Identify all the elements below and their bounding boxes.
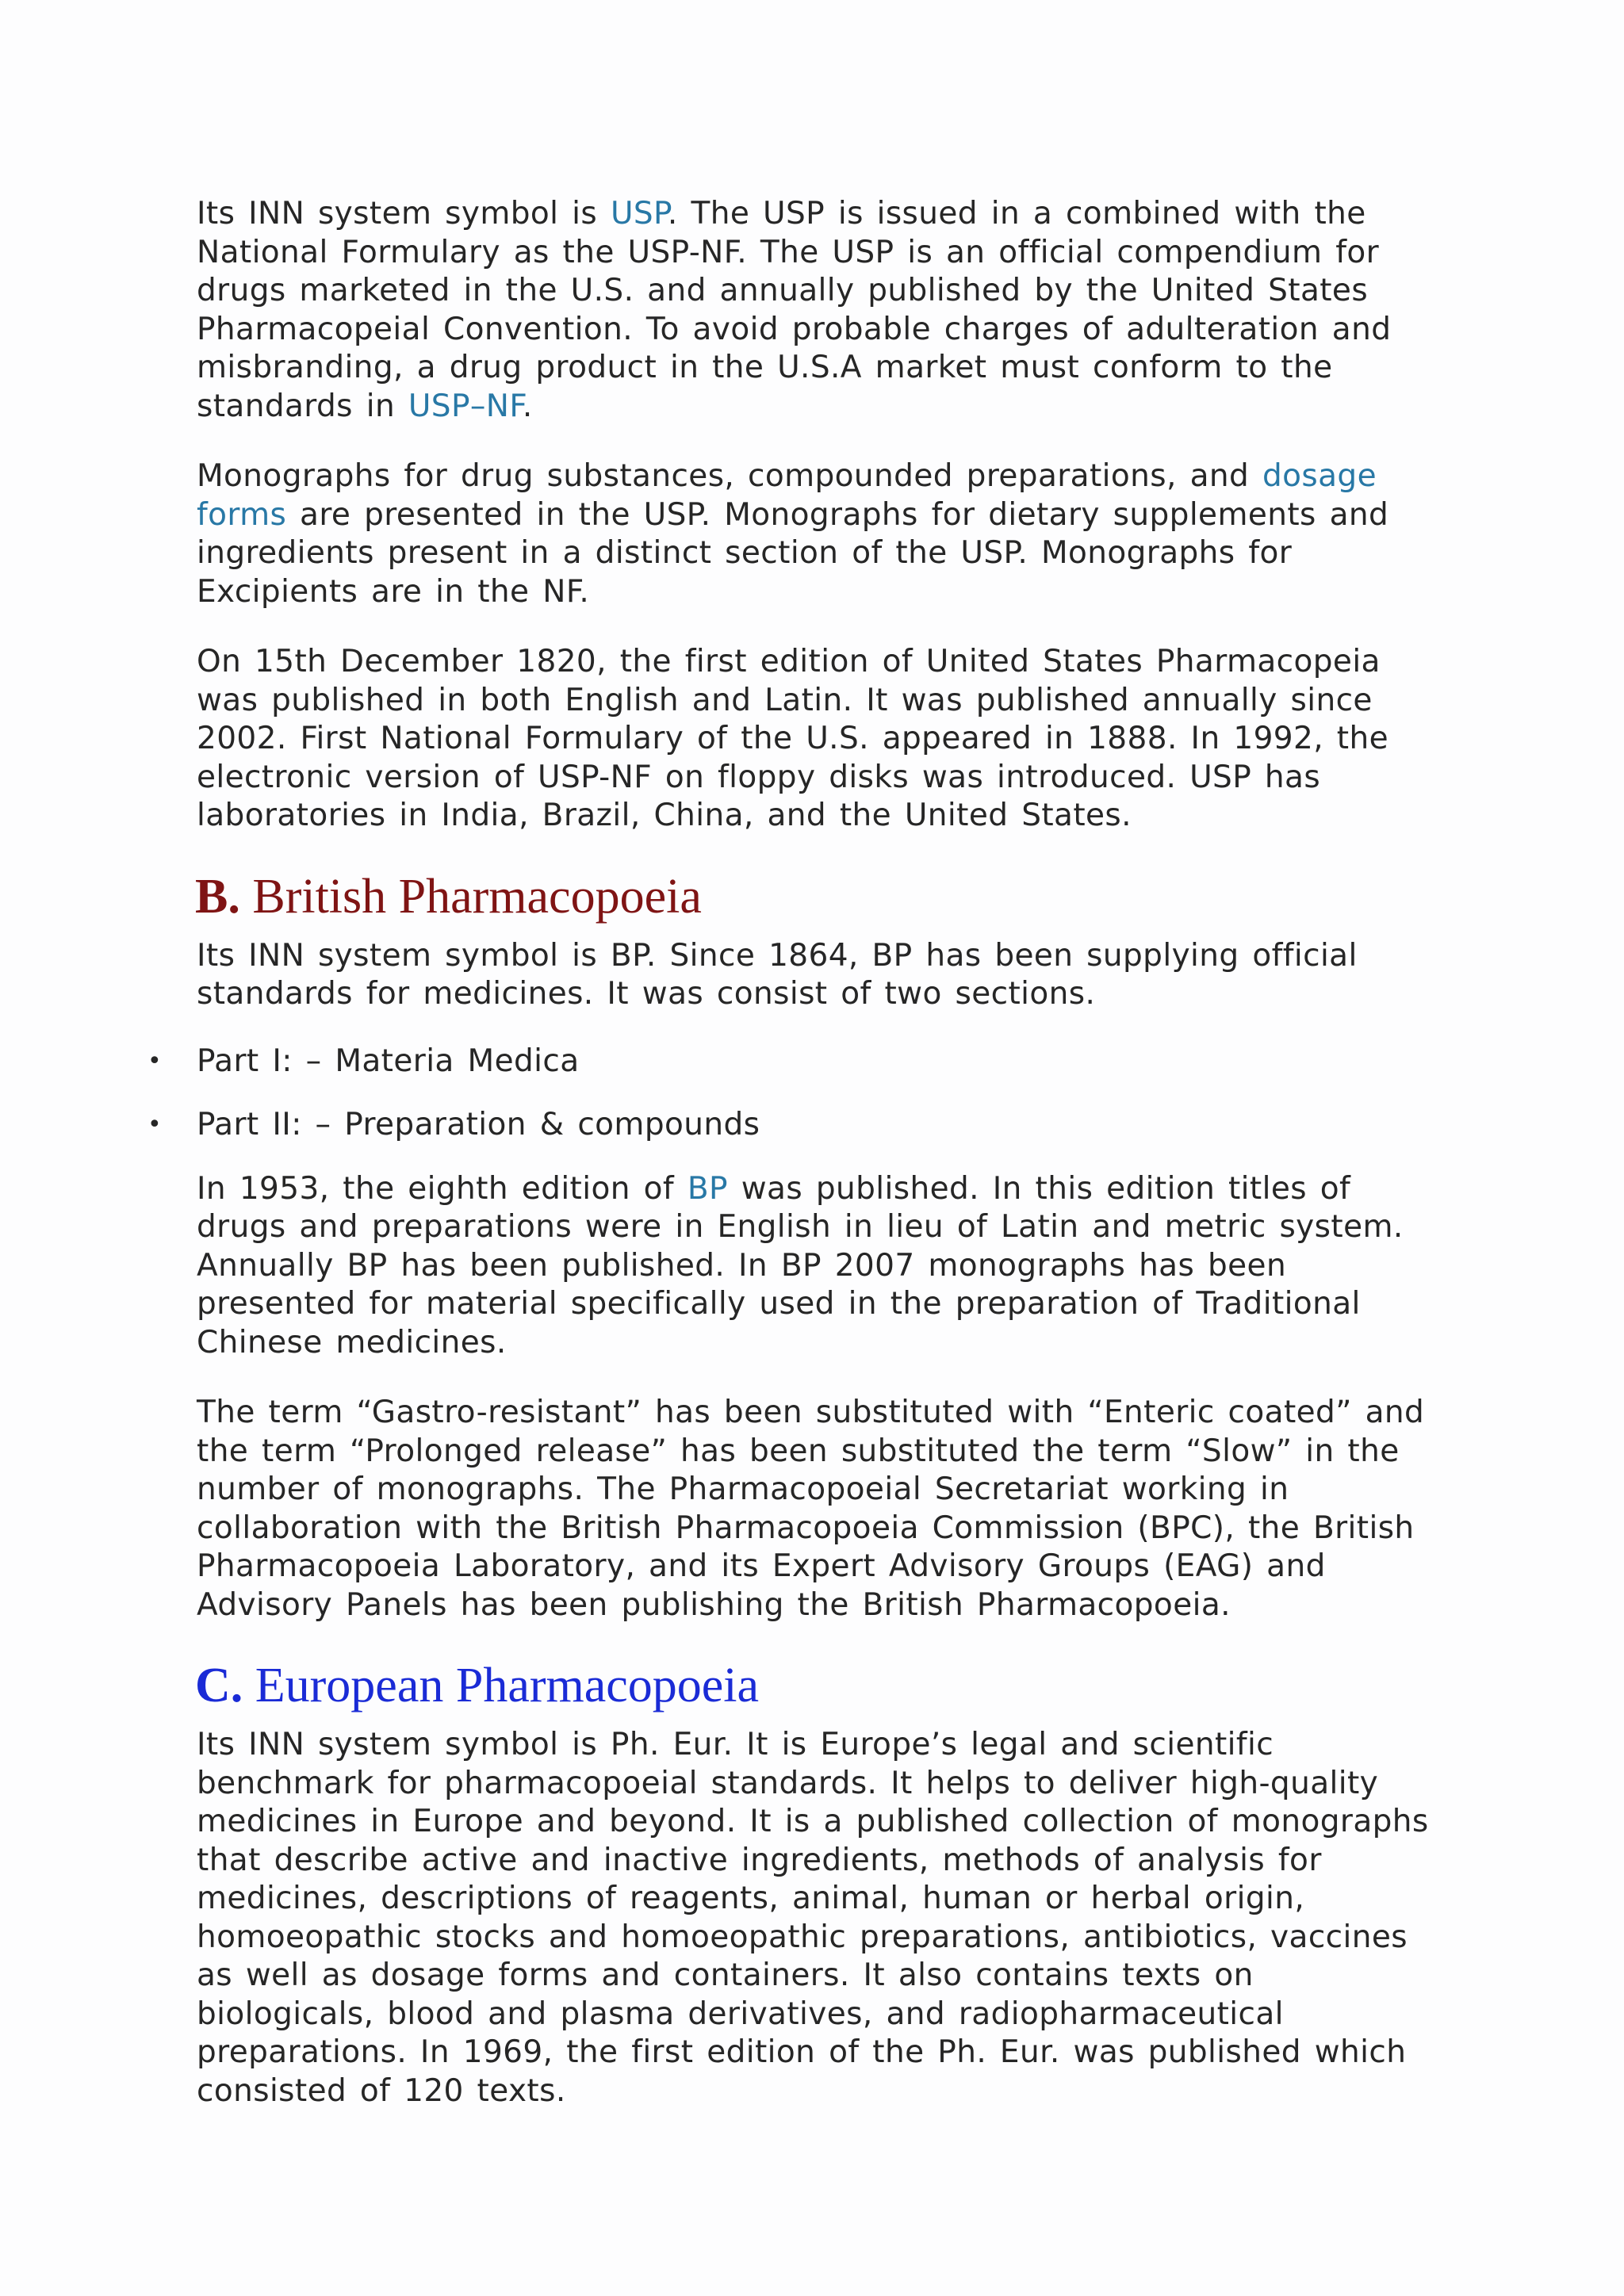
- list-item: [147, 1106, 1434, 1145]
- bp-link[interactable]: BP: [687, 1170, 728, 1207]
- text-run: Monographs for drug substances, compounded preparations, and: [197, 458, 1262, 494]
- bp-sections-list: [147, 1043, 1434, 1145]
- list-item-text: Part I: – Materia Medica: [197, 1043, 580, 1079]
- text-run: are presented in the USP. Monographs for dietary supplements and ingredients present in a distinct section of the USP. Monographs for Excipients are in the NF.: [197, 496, 1389, 610]
- heading-text: British Pharmacopoeia: [239, 869, 702, 924]
- text-run: In 1953, the eighth edition of: [197, 1170, 688, 1207]
- text-run: was published. In this edition titles of drugs and preparations were in English in lieu of Latin and metric system. Annually BP has been published. In BP 2007 monographs has been presented for material specifically used in the preparation of Traditional Chinese medicines.: [197, 1170, 1404, 1360]
- british-pharmacopoeia-heading: [195, 867, 1434, 926]
- list-item: [147, 1043, 1434, 1081]
- usp-intro-paragraph: [197, 195, 1434, 426]
- text-run: Its INN system symbol is: [197, 196, 611, 232]
- european-pharmacopoeia-heading: [195, 1656, 1434, 1715]
- dosage-forms-link[interactable]: dosage forms: [197, 458, 1377, 533]
- bullet-icon: •: [147, 1111, 163, 1138]
- usp-history-paragraph: On 15th December 1820, the first edition of United States Pharmacopeia was published in both English and Latin. It was published annually since 2002. First National Formulary of the U.S. appeared in 1888. In 1992, the electronic version of USP-NF on floppy disks was introduced. USP has laboratories in India, Brazil, China, and the United States.: [197, 644, 1389, 833]
- document-page: [147, 195, 1434, 2142]
- bp-terms-paragraph: The term “Gastro-resistant” has been substituted with “Enteric coated” and the term “Prolonged release” has been substituted the term “Slow” in the number of monographs. The Pharmacopoeial Secretariat working in collaboration with the British Pharmacopoeia Commission (BPC), the British Pharmacopoeia Laboratory, and its Expert Advisory Groups (EAG) and Advisory Panels has been publishing the British Pharmacopoeia.: [197, 1395, 1425, 1623]
- usp-link[interactable]: USP: [610, 196, 668, 232]
- text-run: . The USP is issued in a combined with the National Formulary as the USP-NF. The USP is an official compendium for drugs marketed in the U.S. and annually published by the United States Pharmacopeial Convention. To avoid probable charges of adulteration and misbranding, a drug product in the U.S.A market must conform to the standards in: [197, 196, 1392, 424]
- ph-eur-paragraph: Its INN system symbol is Ph. Eur. It is Europe’s legal and scientific benchmark for pharmacopoeial standards. It helps to deliver high-quality medicines in Europe and beyond. It is a published collection of monographs that describe active and inactive ingredients, methods of analysis for medicines, descriptions of reagents, animal, human or herbal origin, homoeopathic stocks and homoeopathic preparations, antibiotics, vaccines as well as dosage forms and containers. It also contains texts on biologicals, blood and plasma derivatives, and radiopharmaceutical preparations. In 1969, the first edition of the Ph. Eur. was published which consisted of 120 texts.: [197, 1727, 1429, 2109]
- bullet-icon: •: [147, 1047, 163, 1075]
- heading-letter: B.: [195, 869, 240, 924]
- heading-text: European Pharmacopoeia: [243, 1659, 760, 1712]
- heading-letter: C.: [195, 1659, 243, 1712]
- usp-monographs-paragraph: [197, 457, 1434, 611]
- bp-intro-paragraph: Its INN system symbol is BP. Since 1864, BP has been supplying official standards for medicines. It was consist of two sections.: [197, 937, 1358, 1012]
- usp-nf-link[interactable]: USP–NF: [408, 388, 523, 424]
- bp-1953-paragraph: [197, 1170, 1434, 1363]
- list-item-text: Part II: – Preparation & compounds: [197, 1107, 760, 1142]
- text-run: .: [522, 388, 533, 424]
